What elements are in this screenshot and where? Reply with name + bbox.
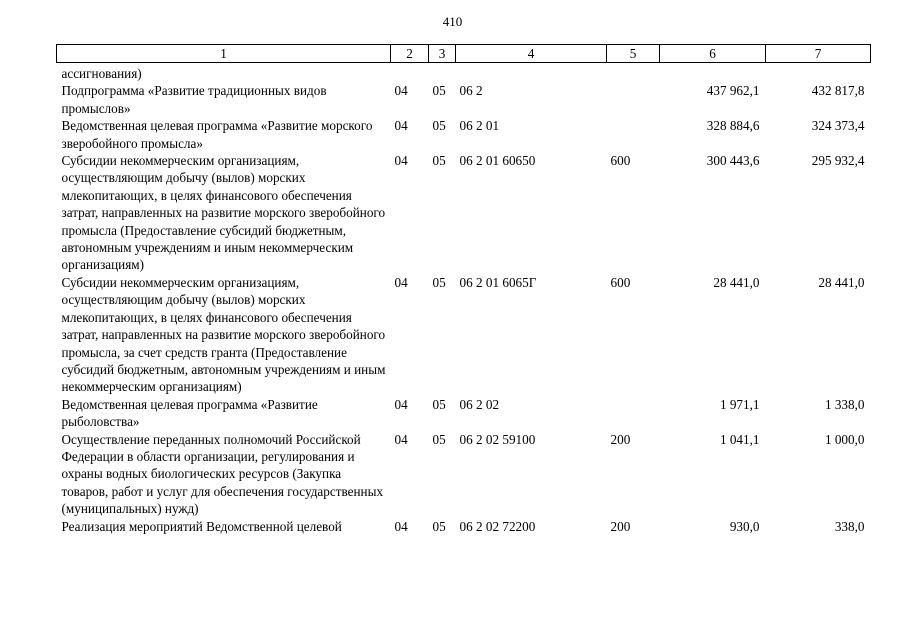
table-row [57,82,871,117]
row-expense-type: 200 [610,518,631,534]
row-description: Осуществление переданных полномочий Российской Федерации в области организации, регулирования и охраны водных биологических ресурсов (Закупка товаров, работ и услуг для обеспечения государственных (муниципальных) нужд) [61,431,384,517]
row-expense-type [607,82,660,117]
row-section: 04 [394,396,408,412]
row-amount-col7: 338,0 [834,518,865,534]
row-description: Реализация мероприятий Ведомственной целевой [61,518,342,534]
table-row [57,63,871,83]
table-row [57,274,871,396]
row-target-article: 06 2 01 [459,118,500,134]
header-col-1: 1 [57,45,391,63]
row-description: ассигнования) [61,66,142,81]
table-row [57,152,871,274]
row-amount-col6: 300 443,6 [706,153,760,169]
row-subsection [429,63,456,83]
row-target-article: 06 2 02 [459,396,500,412]
row-description: Ведомственная целевая программа «Развитие морского зверобойного промысла» [61,118,373,151]
row-expense-type [607,63,660,83]
row-expense-type [607,117,660,152]
row-subsection: 05 [432,83,446,99]
row-section: 04 [394,118,408,134]
row-amount-col6 [660,63,766,83]
table-header [57,45,871,63]
table-row [57,518,871,535]
table-body [57,63,871,535]
row-subsection: 05 [432,396,446,412]
header-col-2: 2 [391,45,429,63]
header-col-4: 4 [456,45,607,63]
row-expense-type [607,396,660,431]
row-amount-col6: 1 041,1 [719,431,760,447]
row-amount-col7: 28 441,0 [818,274,865,290]
header-col-7: 7 [766,45,871,63]
row-section [391,63,429,83]
row-expense-type: 600 [610,274,631,290]
row-description: Ведомственная целевая программа «Развитие рыболовства» [61,396,318,430]
row-amount-col6: 1 971,1 [719,396,760,412]
row-target-article: 06 2 02 59100 [459,431,536,447]
row-amount-col6: 328 884,6 [706,118,760,134]
row-subsection: 05 [432,274,446,290]
row-target-article [456,63,607,83]
row-expense-type: 600 [610,153,631,169]
header-col-5: 5 [607,45,660,63]
row-section: 04 [394,83,408,99]
row-subsection: 05 [432,118,446,134]
table-row [57,431,871,518]
row-section: 04 [394,153,408,169]
row-target-article: 06 2 01 60650 [459,153,536,169]
page-number: 410 [442,14,463,29]
row-amount-col7: 432 817,8 [811,83,865,99]
row-description: Подпрограмма «Развитие традиционных видов промыслов» [61,83,327,116]
row-target-article: 06 2 01 6065Г [459,274,537,290]
row-amount-col7 [766,63,871,83]
row-section: 04 [394,274,408,290]
row-amount-col7: 295 932,4 [811,153,865,169]
row-amount-col7: 1 000,0 [824,431,865,447]
row-target-article: 06 2 [459,83,483,99]
table-row [57,117,871,152]
row-amount-col6: 28 441,0 [713,274,760,290]
row-expense-type: 200 [610,431,631,447]
row-description: Субсидии некоммерческим организациям, осуществляющим добычу (вылов) морских млекопитающих, в целях финансового обеспечения затрат, направленных на развитие морского зверобойного промысла (Предоставление субсидий бюджетным, автономным учреждениям и иным некоммерческим организациям) [61,153,386,273]
row-amount-col6: 437 962,1 [706,83,760,99]
row-target-article: 06 2 02 72200 [459,518,536,534]
row-section: 04 [394,518,408,534]
row-section: 04 [394,431,408,447]
row-description: Субсидии некоммерческим организациям, осуществляющим добычу (вылов) морских млекопитающих, в целях финансового обеспечения затрат, направленных на развитие морского зверобойного промысла, за счет средств гранта (Предоставление субсидий бюджетным, автономным учреждениям и иным некоммерческим организациям) [61,274,386,395]
row-subsection: 05 [432,518,446,534]
header-row [57,45,871,63]
header-col-6: 6 [660,45,766,63]
row-amount-col7: 1 338,0 [824,396,865,412]
header-col-3: 3 [429,45,456,63]
row-amount-col6: 930,0 [729,518,760,534]
budget-table [56,44,871,535]
row-amount-col7: 324 373,4 [811,118,865,134]
row-subsection: 05 [432,431,446,447]
row-subsection: 05 [432,153,446,169]
table-row [57,396,871,431]
